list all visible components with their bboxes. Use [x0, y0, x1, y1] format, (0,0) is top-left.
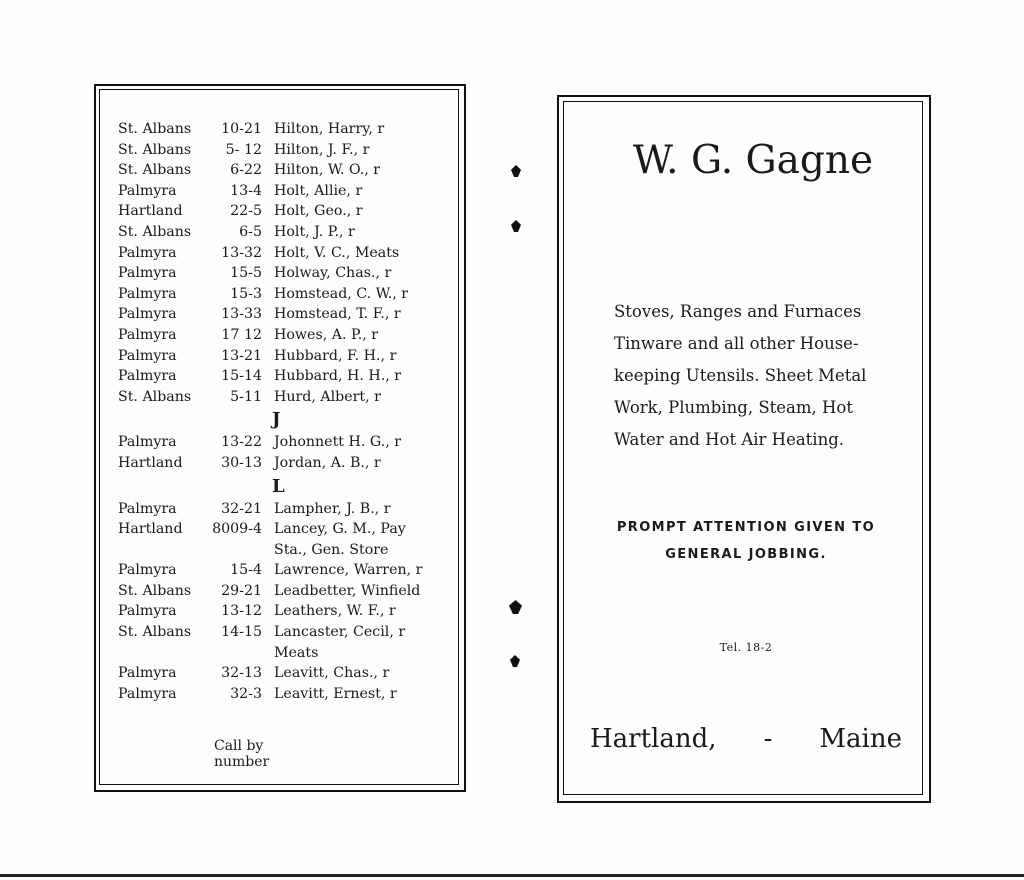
ad-body: [614, 296, 904, 456]
row-name: Lampher, J. B., r: [274, 500, 391, 517]
directory-row: [118, 263, 448, 284]
directory-row: [118, 201, 448, 222]
row-name: Leadbetter, Winfield: [274, 582, 421, 599]
row-town: St. Albans: [118, 223, 192, 240]
row-number: 32-3: [230, 685, 262, 702]
row-name: Lancaster, Cecil, r Meats: [274, 624, 406, 661]
row-number: 22-5: [230, 203, 262, 220]
row-town: Palmyra: [118, 368, 177, 385]
binding-mark: [511, 220, 521, 232]
ad-location: [590, 724, 902, 754]
directory-row: [118, 499, 448, 520]
row-name: Leathers, W. F., r: [274, 603, 396, 620]
directory-row: [118, 304, 448, 325]
row-number: 32-21: [221, 500, 262, 517]
row-number: 6-22: [230, 162, 262, 179]
section-letter: J: [272, 409, 281, 431]
row-name: Leavitt, Ernest, r: [274, 685, 397, 702]
ad-body-line: Water and Hot Air Heating.: [614, 430, 845, 449]
directory-row: [118, 119, 448, 140]
row-number: 13-21: [221, 347, 262, 364]
directory-row: [118, 663, 448, 684]
row-town: Palmyra: [118, 685, 177, 702]
ad-body-line: Tinware and all other House-: [614, 334, 859, 353]
row-name: Holway, Chas., r: [274, 265, 392, 282]
ad-state: Maine: [819, 724, 902, 754]
row-number: 15-4: [230, 562, 262, 579]
ad-body-line: Work, Plumbing, Steam, Hot: [614, 398, 853, 417]
binding-mark: [511, 165, 521, 177]
directory-row: [118, 684, 448, 705]
row-number: 15-14: [221, 368, 262, 385]
directory-row: [118, 222, 448, 243]
row-number: 5-11: [230, 388, 262, 405]
row-name: Lancey, G. M., Pay Sta., Gen. Store: [274, 521, 406, 558]
row-town: Hartland: [118, 203, 183, 220]
row-number: 13-12: [221, 603, 262, 620]
directory-row: [118, 387, 448, 408]
row-name: Lawrence, Warren, r: [274, 562, 423, 579]
row-name: Leavitt, Chas., r: [274, 665, 390, 682]
row-name: Hilton, J. F., r: [274, 141, 370, 158]
page-bottom-edge: [0, 874, 1024, 877]
row-town: Hartland: [118, 454, 183, 471]
ad-body-line: keeping Utensils. Sheet Metal: [614, 366, 867, 385]
row-name: Holt, Geo., r: [274, 203, 363, 220]
ad-telephone: Tel. 18-2: [719, 641, 773, 654]
directory-row: [118, 181, 448, 202]
directory-row: [118, 243, 448, 264]
row-town: Hartland: [118, 521, 183, 538]
row-town: Palmyra: [118, 500, 177, 517]
row-number: 29-21: [221, 582, 262, 599]
directory-row: [118, 601, 448, 622]
row-town: St. Albans: [118, 141, 192, 158]
directory-row: [118, 560, 448, 581]
row-name: Holt, Allie, r: [274, 182, 363, 199]
row-town: Palmyra: [118, 244, 177, 261]
directory-footer: Call by number: [214, 738, 270, 770]
ad-prompt-line: PROMPT ATTENTION GIVEN TO: [616, 520, 876, 535]
row-town: St. Albans: [118, 121, 192, 137]
directory-row: [118, 160, 448, 181]
row-town: St. Albans: [118, 582, 192, 599]
row-number: 13-4: [230, 182, 262, 199]
row-name: Hilton, W. O., r: [274, 162, 381, 179]
row-number: 15-5: [230, 265, 262, 282]
ad-city: Hartland,: [590, 724, 717, 754]
row-name: Howes, A. P., r: [274, 326, 378, 343]
row-town: Palmyra: [118, 265, 177, 282]
row-name: Jordan, A. B., r: [274, 454, 381, 471]
directory-row: [118, 366, 448, 387]
binding-mark: [509, 600, 522, 614]
row-name: Homstead, T. F., r: [274, 306, 401, 323]
ad-title: W. G. Gagne: [632, 138, 874, 183]
directory-row: [118, 346, 448, 367]
row-town: Palmyra: [118, 306, 177, 323]
directory-row: [118, 140, 448, 161]
row-number: 13-32: [221, 244, 262, 261]
ad-prompt: [563, 514, 929, 568]
row-town: St. Albans: [118, 162, 192, 179]
directory-row: [118, 325, 448, 346]
row-name: Hubbard, H. H., r: [274, 368, 402, 385]
row-name: Hurd, Albert, r: [274, 388, 381, 405]
row-number: 6-5: [239, 223, 262, 240]
row-town: Palmyra: [118, 326, 177, 343]
directory-list: [118, 119, 448, 704]
section-letter: L: [272, 475, 285, 497]
ad-prompt-line: GENERAL JOBBING.: [665, 547, 827, 562]
row-town: Palmyra: [118, 347, 177, 364]
directory-row: [118, 581, 448, 602]
row-town: Palmyra: [118, 562, 177, 579]
binding-mark: [510, 655, 520, 667]
directory-row: [118, 453, 448, 474]
directory-row: [118, 519, 448, 560]
row-number: 10-21: [221, 121, 262, 137]
row-name: Johonnett H. G., r: [274, 434, 402, 451]
row-town: Palmyra: [118, 285, 177, 302]
row-name: Holt, V. C., Meats: [274, 244, 400, 261]
directory-row: [118, 284, 448, 305]
row-name: Hubbard, F. H., r: [274, 347, 397, 364]
row-town: Palmyra: [118, 434, 177, 451]
row-number: 13-33: [221, 306, 262, 323]
row-number: 14-15: [221, 624, 262, 641]
row-town: St. Albans: [118, 624, 192, 641]
row-town: Palmyra: [118, 603, 177, 620]
row-number: 17 12: [221, 326, 262, 343]
row-number: 13-22: [221, 434, 262, 451]
row-name: Hilton, Harry, r: [274, 121, 385, 137]
row-town: Palmyra: [118, 665, 177, 682]
row-number: 30-13: [221, 454, 262, 471]
ad-dash: -: [763, 724, 773, 754]
row-number: 15-3: [230, 285, 262, 302]
row-number: 32-13: [221, 665, 262, 682]
row-name: Homstead, C. W., r: [274, 285, 409, 302]
row-town: Palmyra: [118, 182, 177, 199]
directory-row: [118, 432, 448, 453]
row-town: St. Albans: [118, 388, 192, 405]
ad-body-line: Stoves, Ranges and Furnaces: [614, 302, 862, 321]
row-name: Holt, J. P., r: [274, 223, 355, 240]
directory-row: [118, 622, 448, 663]
row-number: 5- 12: [225, 141, 262, 158]
row-number: 8009-4: [212, 521, 262, 538]
